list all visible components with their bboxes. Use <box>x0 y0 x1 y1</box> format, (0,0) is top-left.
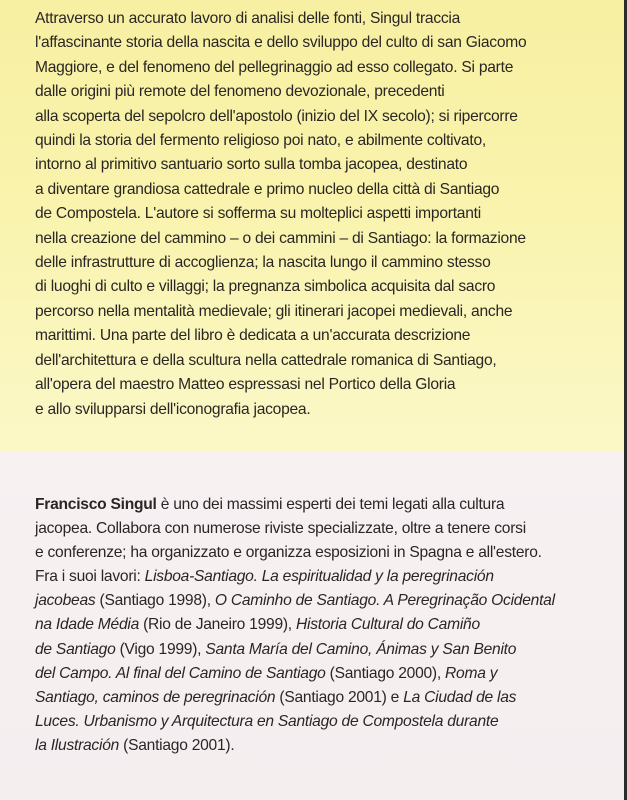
blurb-line: marittimi. Una parte del libro è dedicata a un'accurata descrizione <box>35 327 471 345</box>
bio-line: jacopea. Collabora con numerose riviste specializzate, oltre a tenere corsi <box>35 520 526 538</box>
blurb-line: nella creazione del cammino – o dei cammini – di Santiago: la formazione <box>35 229 526 247</box>
blurb-line: dalle origini più remote del fenomeno devozionale, precedenti <box>35 83 445 101</box>
blurb-line: intorno al primitivo santuario sorto sulla tomba jacopea, destinato <box>35 156 468 174</box>
bio-text: (Santiago 2001) e <box>275 688 404 706</box>
blurb-line: quindi la storia del fermento religioso poi nato, e abilmente coltivato, <box>35 132 486 150</box>
blurb-line: a diventare grandiosa cattedrale e primo nucleo della città di Santiago <box>35 180 500 198</box>
bio-line <box>35 589 555 613</box>
bio-line: e conferenze; ha organizzato e organizza esposizioni in Spagna e all'estero. <box>35 544 542 562</box>
blurb-line: percorso nella mentalità medievale; gli itinerari jacopei medievali, anche <box>35 302 513 320</box>
blurb-line: delle infrastrutture di accoglienza; la nascita lungo il cammino stesso <box>35 254 491 272</box>
author-bio <box>35 493 555 758</box>
work-title: del Campo. Al final del Camino de Santiago <box>35 664 326 682</box>
bio-text: (Rio de Janeiro 1999), <box>139 616 296 634</box>
work-title: La Ciudad de las <box>403 688 517 706</box>
work-title: Luces. Urbanismo y Arquitectura en Santiago de Compostela durante <box>35 712 499 730</box>
bio-line <box>35 734 555 758</box>
bio-text: (Santiago 2000), <box>325 664 446 682</box>
bio-line <box>35 493 555 517</box>
work-title: jacobeas <box>35 592 96 610</box>
blurb-line: de Compostela. L'autore si sofferma su molteplici aspetti importanti <box>35 205 481 223</box>
work-title: Roma y <box>445 664 498 682</box>
bio-text: Fra i suoi lavori: <box>35 568 145 586</box>
bio-text: (Vigo 1999), <box>115 640 206 658</box>
bio-line <box>35 638 555 662</box>
blurb-line: all'opera del maestro Matteo espressasi nel Portico della Gloria <box>35 376 456 394</box>
blurb-line: dell'architettura e della scultura nella cattedrale romanica di Santiago, <box>35 351 497 369</box>
work-title: Lisboa-Santiago. La espiritualidad y la peregrinación <box>144 568 494 586</box>
blurb-line: Maggiore, e del fenomeno del pellegrinaggio ad esso collegato. Si parte <box>35 58 514 76</box>
author-name: Francisco Singul <box>35 496 157 513</box>
work-title: Santiago, caminos de peregrinación <box>35 688 276 706</box>
bio-text: è uno dei massimi esperti dei temi legati alla cultura <box>156 496 505 513</box>
bio-line <box>35 686 555 710</box>
bio-text: (Santiago 1998), <box>95 592 215 610</box>
bio-text: (Santiago 2001). <box>119 736 235 754</box>
work-title: Santa María del Camino, Ánimas y San Benito <box>205 640 517 658</box>
work-title: la Ilustración <box>35 736 120 754</box>
blurb-line: di luoghi di culto e villaggi; la pregnanza simbolica acquisita dal sacro <box>35 278 496 296</box>
blurb-line: Attraverso un accurato lavoro di analisi delle fonti, Singul traccia <box>35 10 461 27</box>
bio-line <box>35 710 555 734</box>
work-title: de Santiago <box>35 640 116 658</box>
bio-line <box>35 565 555 589</box>
bio-line <box>35 662 555 686</box>
book-blurb <box>35 7 526 422</box>
work-title: na Idade Média <box>35 616 140 634</box>
blurb-line: alla scoperta del sepolcro dell'apostolo (inizio del IX secolo); si ripercorre <box>35 107 518 125</box>
blurb-line: e allo svilupparsi dell'iconografia jacopea. <box>35 400 311 418</box>
bio-line <box>35 613 555 637</box>
work-title: Historia Cultural do Camiño <box>295 616 480 634</box>
blurb-line: l'affascinante storia della nascita e dello sviluppo del culto di san Giacomo <box>35 34 527 52</box>
work-title: O Caminho de Santiago. A Peregrinação Ocidental <box>214 592 555 610</box>
